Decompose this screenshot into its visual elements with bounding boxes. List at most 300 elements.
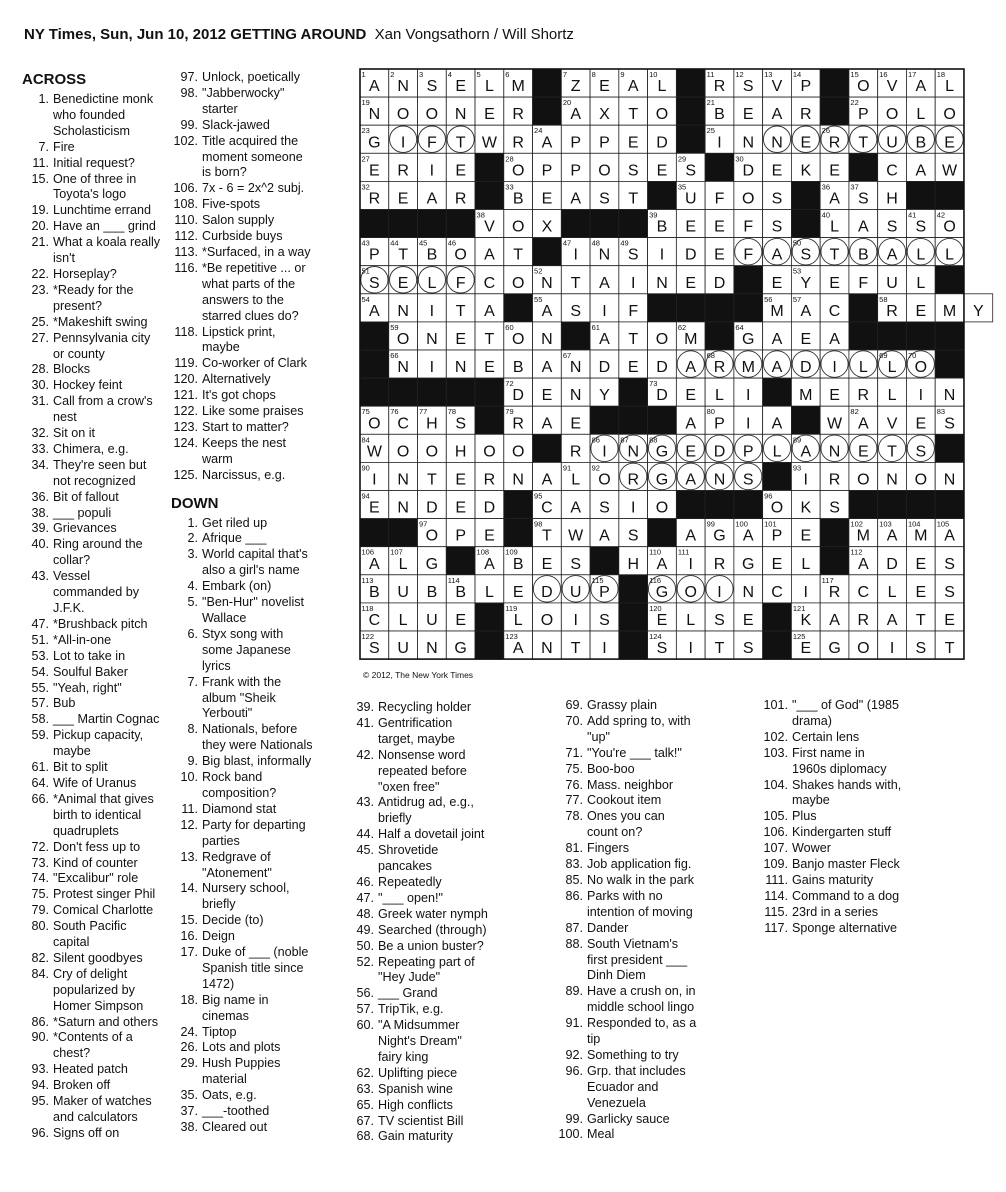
cell-letter: E <box>857 443 869 461</box>
cell-letter: B <box>714 106 725 124</box>
clue-text: Signs off on <box>53 1125 120 1140</box>
clue-continuation <box>22 808 192 824</box>
cell-letter: T <box>858 134 869 152</box>
clue-text: target, maybe <box>378 731 456 746</box>
clue-text: starred clues do? <box>202 308 299 323</box>
cell-letter: C <box>368 612 381 629</box>
cell-number: 101 <box>764 519 777 529</box>
clue-continuation <box>22 347 192 363</box>
cell-letter: D <box>713 443 726 461</box>
black-square <box>820 97 849 125</box>
cell-letter: G <box>425 555 439 573</box>
clue-text: High conflicts <box>378 1097 453 1112</box>
clue-item <box>22 633 192 649</box>
cell-letter: X <box>599 106 610 124</box>
clue-number: 67. <box>356 1113 374 1128</box>
cell-letter: I <box>429 302 435 320</box>
clue-item <box>171 818 356 834</box>
clue-number: 7. <box>38 139 49 154</box>
cell-letter: D <box>886 555 898 573</box>
clue-item <box>347 1002 547 1018</box>
cell-letter: M <box>511 78 525 96</box>
cell-letter: S <box>599 190 610 208</box>
cell-letter: O <box>511 218 525 236</box>
clue-text: birth to identical <box>53 807 142 822</box>
clue-item <box>556 746 756 762</box>
cell-letter: A <box>541 415 553 433</box>
cell-letter: S <box>829 499 840 517</box>
clue-text: warm <box>202 451 233 466</box>
black-square <box>446 210 475 238</box>
cell-letter: D <box>656 359 668 377</box>
clue-number: 35. <box>180 1088 198 1103</box>
clue-number: 57. <box>356 1002 374 1017</box>
clue-item <box>556 984 756 1000</box>
clue-item <box>22 967 192 983</box>
cell-number: 84 <box>361 435 370 445</box>
cell-letter: E <box>685 218 697 236</box>
cell-letter: P <box>771 527 783 545</box>
clue-text: composition? <box>202 785 277 800</box>
clue-number: 55. <box>31 680 49 695</box>
cell-letter: O <box>598 162 611 180</box>
clue-item <box>761 778 971 794</box>
clue-text: Don't fess up to <box>53 839 141 854</box>
clue-continuation <box>171 102 356 118</box>
clue-continuation <box>22 124 192 140</box>
clue-text: Yerbouti" <box>202 706 253 721</box>
clue-text: No walk in the park <box>587 872 695 887</box>
cell-number: 30 <box>735 154 744 164</box>
cell-letter: R <box>713 78 726 96</box>
black-square <box>763 631 792 659</box>
cell-letter: L <box>686 612 696 629</box>
cell-letter: E <box>484 359 495 377</box>
cell-number: 33 <box>505 182 514 192</box>
clue-text: drama) <box>792 713 832 728</box>
cell-letter: G <box>828 640 841 658</box>
cell-letter: L <box>772 443 782 461</box>
clue-item <box>22 203 192 219</box>
cell-number: 114 <box>447 575 460 585</box>
clue-text: Five-spots <box>202 197 261 212</box>
clue-number: 38. <box>180 1120 198 1134</box>
clue-item <box>171 1056 356 1072</box>
cell-letter: N <box>397 302 409 320</box>
cell-letter: E <box>455 471 466 489</box>
clue-number: 48. <box>356 906 374 921</box>
clue-item <box>171 531 356 547</box>
clue-number: 14. <box>180 881 198 896</box>
clue-text: South Pacific <box>53 919 127 934</box>
down-clues-column-5 <box>761 698 971 937</box>
cell-letter: E <box>455 612 466 629</box>
cell-letter: F <box>455 274 466 292</box>
cell-letter: I <box>372 471 377 489</box>
cell-number: 55 <box>534 294 543 304</box>
clue-text: parties <box>202 833 240 848</box>
cell-letter: A <box>541 134 553 152</box>
cell-letter: E <box>915 302 927 320</box>
clue-continuation <box>171 738 356 754</box>
black-square <box>475 181 504 209</box>
clue-text: quadruplets <box>53 823 119 838</box>
clue-item <box>171 420 356 436</box>
cell-letter: E <box>800 640 812 658</box>
cell-letter: S <box>915 218 927 236</box>
clue-number: 28. <box>31 362 49 377</box>
clue-text: album "Sheik <box>202 690 276 705</box>
cell-number: 22 <box>850 98 859 108</box>
cell-number: 39 <box>649 210 658 220</box>
clue-item <box>22 1078 192 1094</box>
clue-number: 46. <box>356 874 374 889</box>
cell-number: 108 <box>476 547 490 557</box>
clue-text: material <box>202 1072 247 1087</box>
clue-text: Antidrug ad, e.g., <box>378 795 474 810</box>
clue-item <box>22 617 192 633</box>
cell-letter: O <box>770 499 784 517</box>
cell-letter: N <box>397 359 409 377</box>
cell-letter: L <box>398 612 408 629</box>
clue-continuation <box>22 601 192 617</box>
clue-text: Ring around the <box>53 537 143 552</box>
clue-text: *Brushback pitch <box>53 616 148 631</box>
clue-number: 119. <box>174 356 198 371</box>
cell-number: 32 <box>361 182 370 192</box>
cell-letter: O <box>396 331 410 348</box>
clue-text: Ecuador and <box>587 1079 659 1094</box>
cell-letter: S <box>369 640 380 658</box>
black-square <box>533 434 562 462</box>
clue-continuation <box>761 793 971 809</box>
clue-number: 43. <box>356 795 374 810</box>
clue-text: Gentrification <box>378 715 453 730</box>
cell-letter: Y <box>800 274 812 292</box>
black-square <box>849 322 878 350</box>
clue-continuation <box>171 1072 356 1088</box>
cell-number: 91 <box>562 463 572 473</box>
cell-letter: U <box>397 640 409 658</box>
cell-letter: A <box>886 527 898 545</box>
clue-text: Horseplay? <box>53 266 117 281</box>
clue-text: Comical Charlotte <box>53 903 154 918</box>
cell-letter: S <box>426 78 438 96</box>
clue-continuation <box>22 983 192 999</box>
cell-letter: E <box>656 162 668 180</box>
clue-text: Mass. neighbor <box>587 777 674 792</box>
clue-number: 81. <box>565 841 583 856</box>
cell-number: 41 <box>907 210 917 220</box>
black-square <box>619 631 648 659</box>
cell-letter: E <box>685 387 697 405</box>
clue-text: South Vietnam's <box>587 936 679 951</box>
clue-number: 91. <box>565 1016 583 1031</box>
cell-letter: D <box>598 359 611 377</box>
cell-number: 28 <box>505 154 514 164</box>
cell-letter: E <box>570 415 582 433</box>
cell-letter: P <box>541 162 553 180</box>
cell-letter: D <box>483 499 496 517</box>
clue-number: 45. <box>356 843 374 858</box>
clue-text: Bub <box>53 696 76 711</box>
cell-letter: M <box>684 331 698 348</box>
clue-number: 19. <box>31 203 49 218</box>
clue-item <box>347 1114 547 1130</box>
clue-number: 24. <box>180 1024 198 1039</box>
cell-letter: M <box>741 359 755 377</box>
clue-item <box>347 1082 547 1098</box>
cell-letter: N <box>742 134 755 152</box>
cell-letter: E <box>771 555 783 573</box>
black-square <box>676 125 705 153</box>
cell-number: 125 <box>792 632 806 641</box>
clue-continuation <box>171 977 356 993</box>
clue-number: 108. <box>173 197 198 212</box>
cell-number: 45 <box>419 238 428 248</box>
cell-number: 20 <box>562 98 572 108</box>
cell-number: 96 <box>764 491 773 501</box>
cell-letter: E <box>484 527 495 545</box>
clue-number: 42. <box>356 747 374 762</box>
clues-column-2 <box>171 70 356 1136</box>
clue-number: 27. <box>31 330 49 345</box>
clue-text: They're seen but <box>53 457 147 472</box>
clue-continuation <box>171 659 356 675</box>
clue-continuation <box>556 1000 756 1016</box>
cell-letter: M <box>942 302 957 320</box>
cell-letter: E <box>685 274 697 292</box>
clue-item <box>171 770 356 786</box>
cell-number: 27 <box>361 154 370 164</box>
cell-letter: L <box>571 471 581 489</box>
cell-letter: N <box>397 78 409 96</box>
clue-number: 7. <box>187 674 198 689</box>
cell-letter: R <box>569 443 582 461</box>
clue-text: ___-toothed <box>202 1104 270 1119</box>
cell-letter: O <box>655 106 669 124</box>
clue-item <box>171 675 356 691</box>
clue-number: 124. <box>173 435 198 450</box>
clue-text: Meal <box>587 1127 615 1142</box>
clue-item <box>22 267 192 283</box>
cell-number: 95 <box>534 491 543 501</box>
cell-letter: A <box>656 555 668 573</box>
clue-item <box>22 681 192 697</box>
clue-continuation <box>22 251 192 267</box>
black-square <box>935 322 964 350</box>
black-square <box>475 603 504 631</box>
cell-letter: B <box>512 359 524 377</box>
cell-letter: F <box>743 246 754 264</box>
cell-number: 88 <box>649 435 658 445</box>
cell-letter: N <box>426 331 438 348</box>
clue-text: maybe <box>792 793 830 808</box>
cell-letter: A <box>599 527 610 545</box>
cell-letter: N <box>943 471 956 489</box>
clue-number: 1. <box>38 92 49 106</box>
clue-item <box>761 889 971 905</box>
clue-text: Co-worker of Clark <box>202 356 307 371</box>
clue-item <box>171 388 356 404</box>
clue-text: capital <box>53 935 90 950</box>
cell-number: 42 <box>936 210 946 220</box>
clue-text: Have a crush on, in <box>587 984 696 999</box>
cell-letter: L <box>945 246 955 264</box>
cell-letter: S <box>742 471 754 489</box>
clue-number: 39. <box>356 700 374 714</box>
clue-continuation <box>171 452 356 468</box>
cell-letter: V <box>771 78 783 96</box>
cell-number: 78 <box>447 407 457 417</box>
cell-letter: A <box>685 527 697 545</box>
clue-continuation <box>22 824 192 840</box>
clue-item <box>22 92 192 108</box>
clue-number: 123. <box>173 419 198 434</box>
cell-letter: A <box>541 359 553 377</box>
cell-letter: E <box>685 443 697 461</box>
cell-letter: O <box>684 583 697 601</box>
clue-number: 51. <box>31 632 49 647</box>
cell-number: 19 <box>361 98 370 108</box>
clue-text: some Japanese <box>202 642 291 657</box>
black-square <box>446 378 475 406</box>
cell-number: 38 <box>476 210 485 220</box>
clue-item <box>171 118 356 134</box>
cell-letter: N <box>541 331 553 348</box>
clue-continuation <box>22 187 192 203</box>
cell-number: 105 <box>936 519 950 529</box>
clue-text: Embark (on) <box>202 579 272 594</box>
cell-letter: A <box>829 331 840 348</box>
black-square <box>820 547 849 575</box>
clue-number: 60. <box>356 1018 374 1033</box>
cell-letter: I <box>803 471 809 489</box>
cell-letter: W <box>568 527 584 545</box>
cell-letter: U <box>397 583 409 601</box>
cell-letter: I <box>688 555 693 573</box>
cell-letter: E <box>800 527 812 545</box>
cell-letter: O <box>914 471 928 489</box>
clue-item <box>22 458 192 474</box>
cell-number: 53 <box>792 266 802 276</box>
cell-letter: L <box>427 274 437 292</box>
cell-number: 122 <box>361 632 375 641</box>
clue-number: 114. <box>764 888 788 903</box>
cell-letter: T <box>513 246 524 264</box>
cell-letter: E <box>915 555 927 573</box>
black-square <box>935 434 964 462</box>
clue-item <box>556 841 756 857</box>
cell-letter: T <box>455 134 466 152</box>
clue-text: Salon supply <box>202 213 275 228</box>
cell-letter: I <box>717 583 722 601</box>
cell-letter: S <box>369 274 380 292</box>
cell-letter: I <box>659 246 665 264</box>
clue-number: 31. <box>31 394 49 409</box>
cell-letter: I <box>630 274 636 292</box>
clue-number: 84. <box>31 966 49 981</box>
cell-letter: W <box>366 443 382 461</box>
clue-text: Fingers <box>587 841 629 856</box>
clue-text: Spanish title since <box>202 960 304 975</box>
clue-text: "up" <box>587 729 610 744</box>
cell-letter: V <box>886 415 898 433</box>
clue-number: 16. <box>180 929 198 944</box>
clue-text: Garlicky sauce <box>587 1111 670 1126</box>
clue-text: ___ Grand <box>378 986 438 1001</box>
cell-letter: S <box>915 443 927 461</box>
clue-item <box>171 325 356 341</box>
cell-letter: G <box>655 443 669 461</box>
clue-text: "Excalibur" role <box>53 871 139 886</box>
black-square <box>590 406 619 434</box>
cell-letter: A <box>426 190 438 208</box>
cell-letter: O <box>483 443 496 461</box>
puzzle-title-line <box>24 26 574 43</box>
black-square <box>849 153 878 181</box>
clue-continuation <box>22 999 192 1015</box>
clue-text: Narcissus, e.g. <box>202 467 286 482</box>
clue-text: collar? <box>53 553 91 568</box>
clue-number: 121. <box>173 388 198 403</box>
down-clues-column-3 <box>347 700 547 1145</box>
cell-letter: E <box>771 162 783 180</box>
cell-letter: R <box>454 190 467 208</box>
cell-number: 46 <box>447 238 457 248</box>
clue-continuation <box>347 1050 547 1066</box>
cell-number: 120 <box>649 603 662 613</box>
cell-number: 87 <box>620 435 629 445</box>
clue-item <box>22 442 192 458</box>
cell-number: 116 <box>649 575 662 585</box>
clue-text: Ones you can <box>587 809 665 824</box>
clue-text: Uplifting piece <box>378 1065 458 1080</box>
clue-text: intention of moving <box>587 904 693 919</box>
clue-number: 52. <box>356 954 374 969</box>
cell-letter: E <box>455 499 466 517</box>
cell-number: 1 <box>361 70 366 79</box>
clue-number: 122. <box>173 404 198 419</box>
clue-continuation <box>22 1110 192 1126</box>
cell-letter: O <box>914 359 928 377</box>
clue-text: *Ready for the <box>53 282 134 297</box>
cell-letter: L <box>887 359 897 377</box>
cell-letter: S <box>857 190 869 208</box>
cell-number: 60 <box>505 322 514 332</box>
cell-letter: O <box>943 218 956 236</box>
clue-text: Chimera, e.g. <box>53 441 129 456</box>
cell-letter: S <box>771 218 783 236</box>
cell-number: 25 <box>706 126 715 136</box>
cell-letter: A <box>771 415 783 433</box>
cell-letter: R <box>512 106 524 124</box>
cell-number: 106 <box>361 547 375 557</box>
cell-letter: D <box>713 274 726 292</box>
black-square <box>763 378 792 406</box>
cell-letter: G <box>742 331 755 348</box>
clue-continuation <box>22 410 192 426</box>
cell-number: 72 <box>505 379 514 389</box>
clue-continuation <box>22 299 192 315</box>
cell-number: 10 <box>649 70 658 79</box>
cell-letter: I <box>602 302 607 320</box>
clue-number: 47. <box>31 616 49 631</box>
cell-letter: L <box>858 359 868 377</box>
clue-item <box>22 172 192 188</box>
clue-text: Repeatedly <box>378 874 442 889</box>
cell-letter: A <box>570 106 582 124</box>
